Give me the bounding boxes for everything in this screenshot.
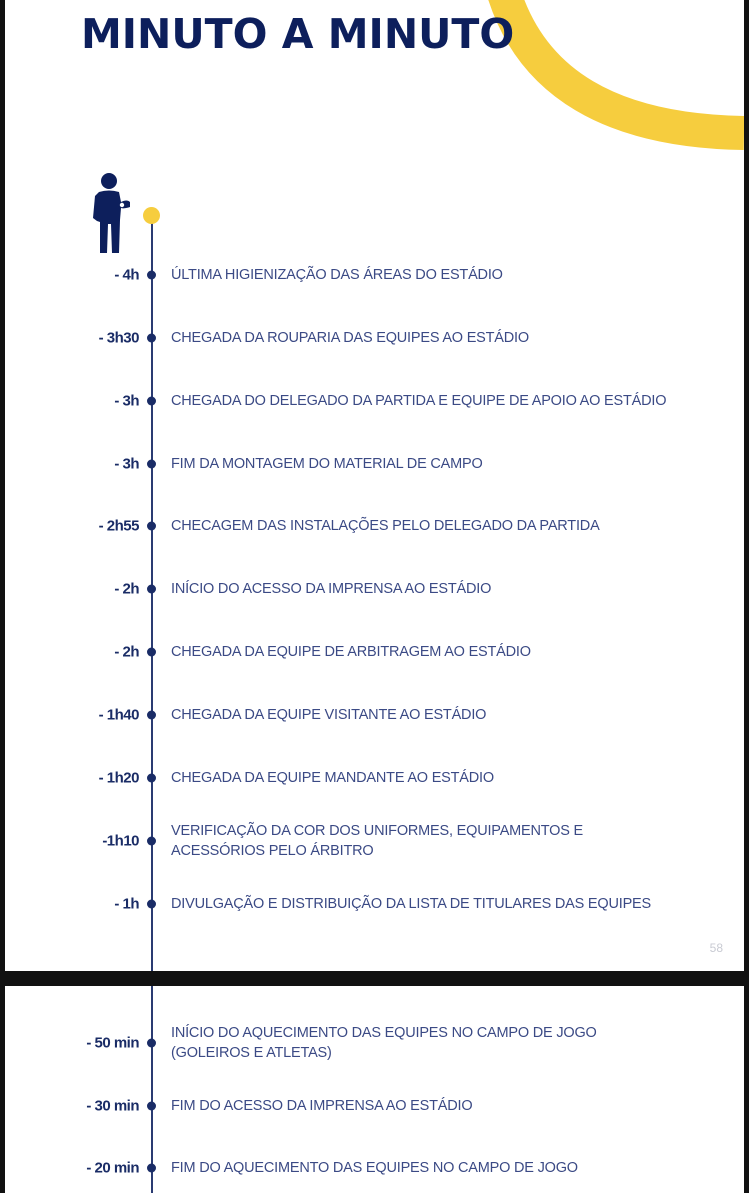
event-description-line: (GOLEIROS E ATLETAS) [171, 1045, 332, 1061]
event-description: CHEGADA DA EQUIPE VISITANTE AO ESTÁDIO [171, 707, 487, 723]
timeline-dot [147, 774, 156, 783]
timeline-dot [147, 271, 156, 280]
event-description: CHEGADA DA EQUIPE DE ARBITRAGEM AO ESTÁDIO [171, 644, 531, 660]
event-time: -1h10 [102, 832, 139, 850]
event-description-line: VERIFICAÇÃO DA COR DOS UNIFORMES, EQUIPAMENTOS E [171, 823, 584, 839]
event-time: - 3h30 [98, 329, 139, 347]
event-description-line: INÍCIO DO AQUECIMENTO DAS EQUIPES NO CAMPO DE JOGO [171, 1025, 597, 1041]
timeline-line [151, 986, 153, 1193]
event-time: - 30 min [86, 1097, 139, 1115]
event-time: - 3h [114, 455, 139, 473]
event-time: - 2h [114, 643, 139, 661]
event-time: - 20 min [86, 1159, 139, 1177]
timeline-dot [147, 837, 156, 846]
person-checking-watch-icon [91, 172, 131, 254]
event-description-line: ACESSÓRIOS PELO ÁRBITRO [171, 843, 374, 859]
event-description: CHEGADA DA ROUPARIA DAS EQUIPES AO ESTÁDIO [171, 330, 529, 346]
event-description: CHECAGEM DAS INSTALAÇÕES PELO DELEGADO DA PARTIDA [171, 518, 600, 534]
page-title: MINUTO A MINUTO [81, 10, 515, 58]
timeline-dot [147, 648, 156, 657]
timeline-dot [147, 460, 156, 469]
next-page [5, 986, 744, 1193]
event-description [171, 821, 691, 861]
event-time: - 50 min [86, 1034, 139, 1052]
timeline-dot [147, 1039, 156, 1048]
event-description [171, 1023, 691, 1063]
event-time: - 2h55 [98, 517, 139, 535]
event-description: FIM DA MONTAGEM DO MATERIAL DE CAMPO [171, 456, 483, 472]
event-description: DIVULGAÇÃO E DISTRIBUIÇÃO DA LISTA DE TITULARES DAS EQUIPES [171, 896, 651, 912]
timeline-dot [147, 1164, 156, 1173]
event-time: - 1h20 [98, 769, 139, 787]
timeline-start-dot [143, 207, 160, 224]
timeline-dot [147, 334, 156, 343]
event-description: FIM DO AQUECIMENTO DAS EQUIPES NO CAMPO DE JOGO [171, 1160, 578, 1176]
timeline-dot [147, 522, 156, 531]
event-description: ÚLTIMA HIGIENIZAÇÃO DAS ÁREAS DO ESTÁDIO [171, 267, 503, 283]
event-time: - 1h40 [98, 706, 139, 724]
timeline-dot [147, 1102, 156, 1111]
event-description: FIM DO ACESSO DA IMPRENSA AO ESTÁDIO [171, 1098, 473, 1114]
event-description: INÍCIO DO ACESSO DA IMPRENSA AO ESTÁDIO [171, 581, 492, 597]
timeline-dot [147, 711, 156, 720]
timeline-dot [147, 397, 156, 406]
event-description: CHEGADA DO DELEGADO DA PARTIDA E EQUIPE DE APOIO AO ESTÁDIO [171, 393, 667, 409]
page-58 [5, 0, 744, 971]
timeline-dot [147, 585, 156, 594]
event-description: CHEGADA DA EQUIPE MANDANTE AO ESTÁDIO [171, 770, 494, 786]
event-time: - 4h [114, 266, 139, 284]
event-time: - 2h [114, 580, 139, 598]
event-time: - 3h [114, 392, 139, 410]
timeline-dot [147, 900, 156, 909]
page-number: 58 [709, 941, 723, 955]
event-time: - 1h [114, 895, 139, 913]
